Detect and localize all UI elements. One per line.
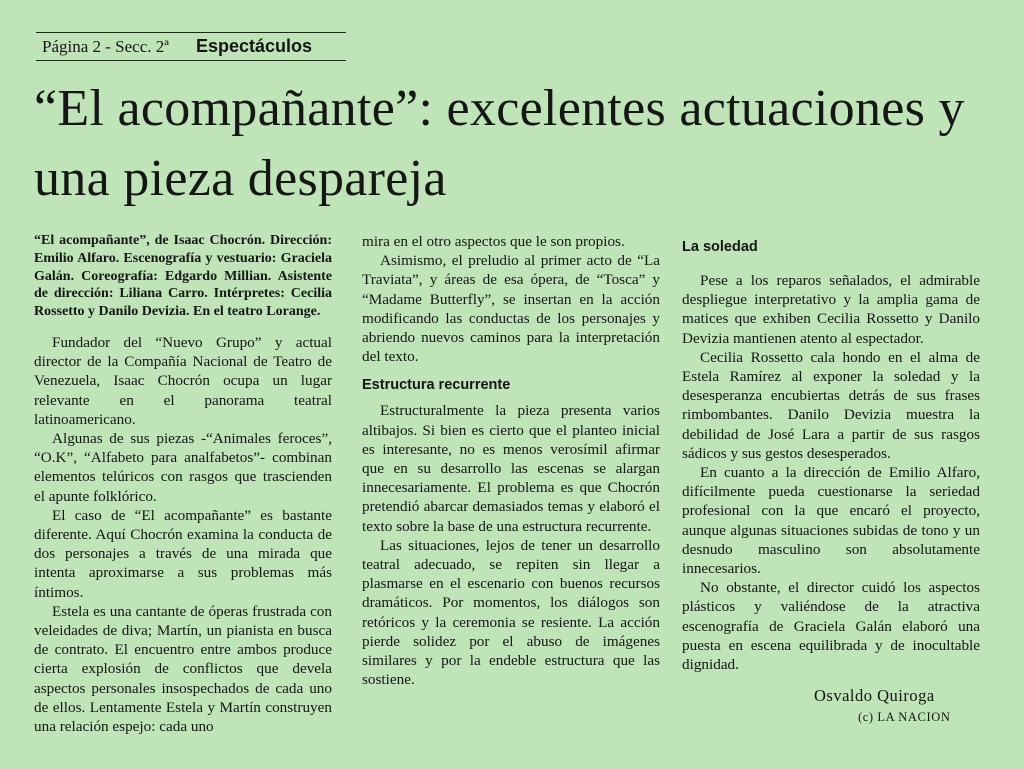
paragraph: Cecilia Rossetto cala hondo en el alma de Estela Ramírez al exponer la soledad y la desesperanza encubiertas detrás de sus frases rimbombantes. Danilo Devizia muestra la debilidad de José Lara a partir de sus rasgos sádicos y sus gestos desesperados.: [682, 348, 980, 462]
article-column-1: [34, 232, 332, 736]
article-column-2: [362, 232, 660, 689]
article-column-3: [682, 232, 980, 674]
copyright-line: (c) LA NACION: [858, 710, 951, 724]
paragraph: Asimismo, el preludio al primer acto de “La Traviata”, y áreas de esa ópera, de “Tosca” y “Madame Butterfly”, se insertan en la acción modificando las conductas de los personajes y abriendo nuevos caminos para la interpretación del texto.: [362, 252, 660, 366]
subhead-soledad: La soledad: [682, 239, 758, 255]
credits: “El acompañante”, de Isaac Chocrón. Dirección: Emilio Alfaro. Escenografía y vestuario: Graciela Galán. Coreografía: Edgardo Millian. Asistente de dirección: Liliana Carro. Intérpretes: Cecilia Rossetto y Danilo Devizia. En el teatro Lorange.: [34, 233, 332, 320]
header-rule-bottom: [36, 60, 346, 61]
page-info: Página 2 - Secc. 2ª: [42, 37, 169, 56]
headline: “El acompañante”: excelentes actuaciones y una pieza despareja: [34, 80, 965, 207]
paragraph: Fundador del “Nuevo Grupo” y actual director de la Compañía Nacional de Teatro de Venezuela, Isaac Chocrón ocupa un lugar relevante en el panorama teatral latinoamericano.: [34, 333, 332, 428]
paragraph: No obstante, el director cuidó los aspectos plásticos y valiéndose de la atractiva escenografía de Graciela Galán elaboró una puesta en escena equilibrada y de inocultable dignidad.: [682, 579, 980, 674]
section-name: Espectáculos: [196, 36, 313, 56]
paragraph: Estructuralmente la pieza presenta varios altibajos. Si bien es cierto que el planteo inicial es interesante, no es menos verosímil afirmar que en su desarrollo las escenas se alargan innecesariamente. El problema es que Chocrón pretendió abarcar demasiados temas y elaboró el texto sobre la base de una estructura recurrente.: [362, 402, 660, 535]
paragraph: El caso de “El acompañante” es bastante diferente. Aquí Chocrón examina la conducta de dos personajes a través de una mirada que intenta aproximarse a sus problemas más íntimos.: [34, 506, 332, 601]
paragraph: mira en el otro aspectos que le son propios.: [362, 233, 625, 250]
paragraph: Las situaciones, lejos de tener un desarrollo teatral adecuado, se repiten sin llegar a plasmarse en el escenario con buenos recursos dramáticos. Por momentos, los diálogos son retóricos y la ceremonia se resiente. La acción pierde solidez por el abuso de imágenes similares y por la endeble estructura que las sostiene.: [362, 536, 660, 689]
section-header: [36, 32, 346, 64]
paragraph: Algunas de sus piezas -“Animales feroces”, “O.K”, “Alfabeto para analfabetos”- combinan elementos telúricos con rasgos que trascienden el apunte folklórico.: [34, 430, 332, 505]
header-rule-top: [36, 32, 346, 33]
author-byline: Osvaldo Quiroga: [814, 686, 935, 705]
subhead-estructura: Estructura recurrente: [362, 377, 511, 394]
paragraph: Pese a los reparos señalados, el admirable despliegue interpretativo y la amplia gama de matices que exhiben Cecilia Rossetto y Danilo Devizia mantienen atento al espectador.: [682, 272, 980, 347]
paragraph: En cuanto a la dirección de Emilio Alfaro, difícilmente pueda cuestionarse la seriedad profesional con la que encaró el proyecto, aunque algunas situaciones subidas de tono y un desnudo masculino son absolutamente innecesarios.: [682, 464, 980, 578]
paragraph: Estela es una cantante de óperas frustrada con veleidades de diva; Martín, un pianista en busca de contrato. El encuentro entre ambos produce cierta explosión de conflictos que devela aspectos personales insospechados de cada uno de ellos. Lentamente Estela y Martín construyen una relación espejo: cada uno: [34, 602, 332, 736]
